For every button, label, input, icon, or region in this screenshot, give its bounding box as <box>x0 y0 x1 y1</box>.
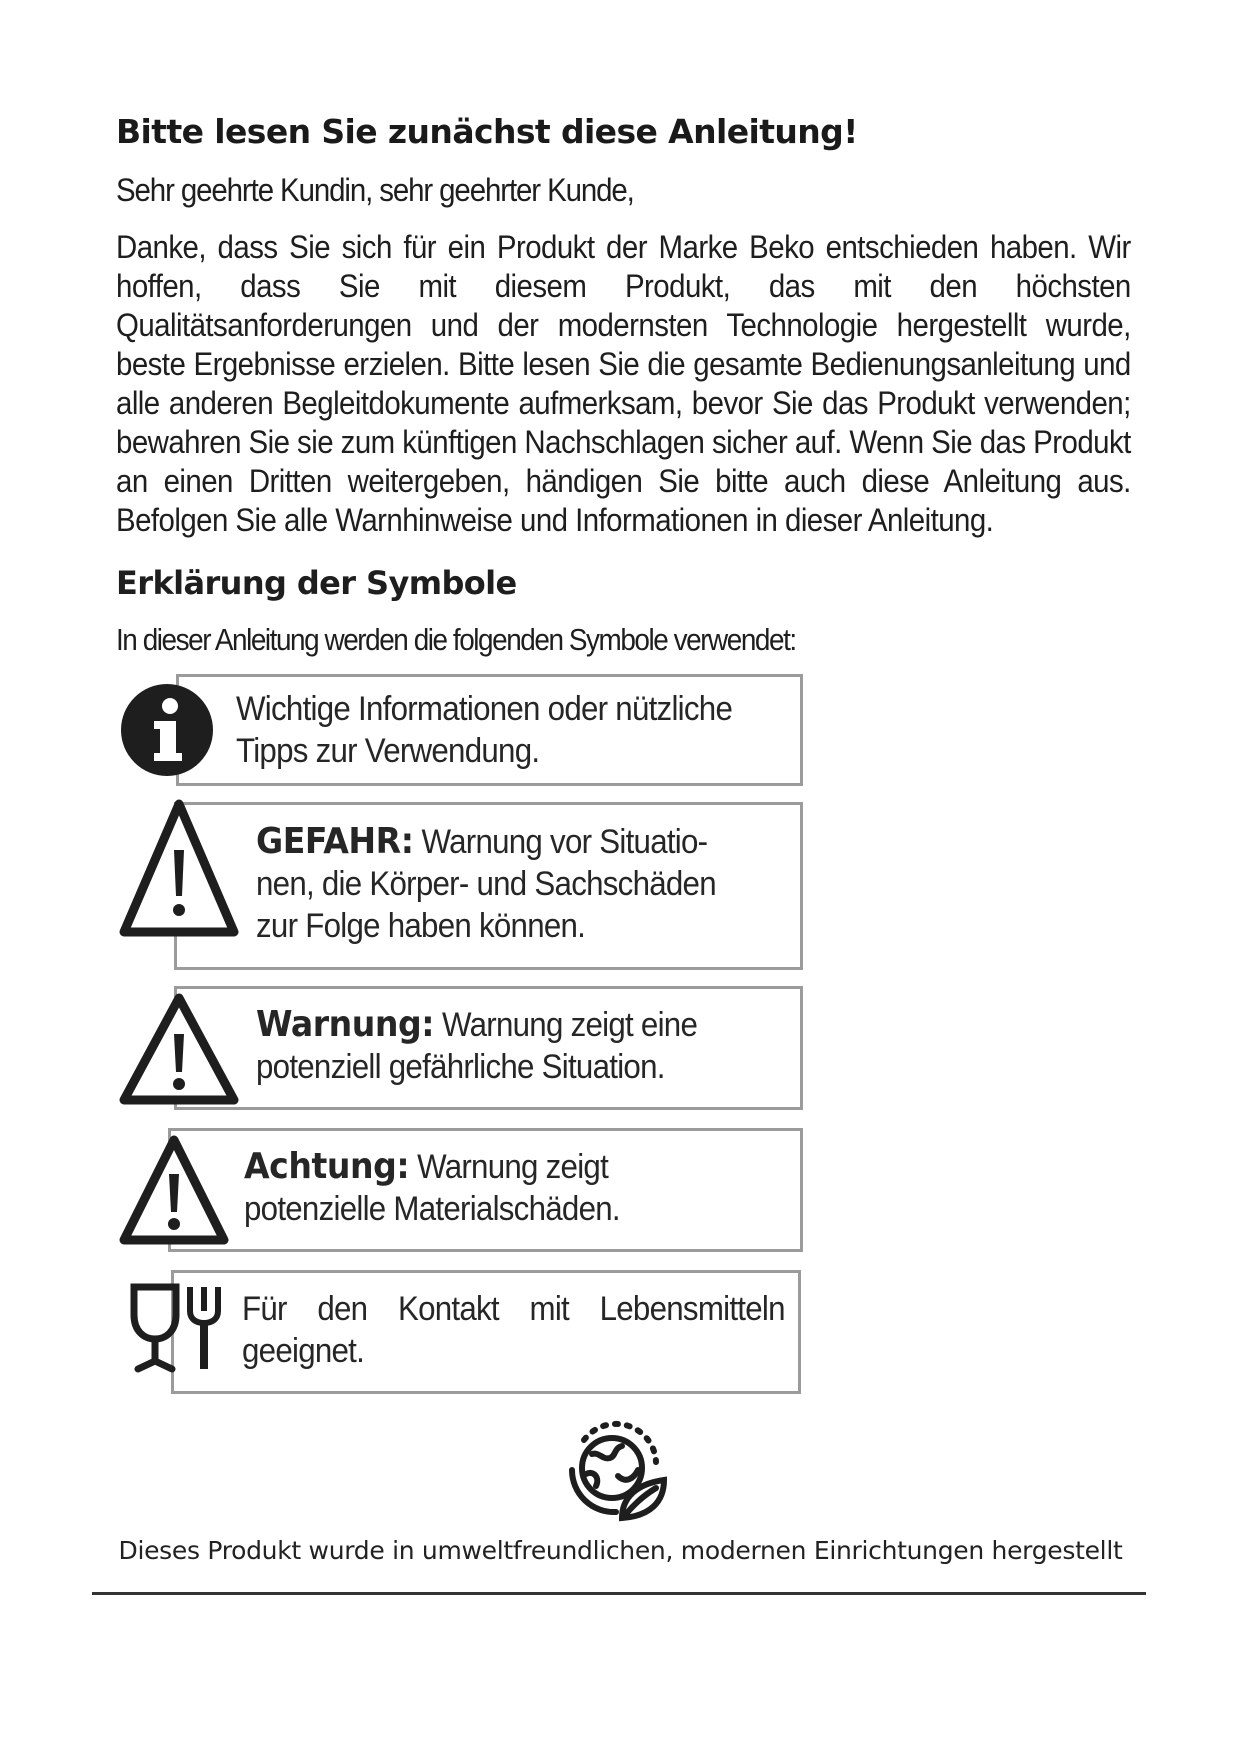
food-contact-text: Für den Kontakt mit Lebensmitteln geeignet. <box>242 1290 785 1370</box>
danger-description: Warnung vor Situationen, die Körper- und Sachschäden zur Folge haben können. <box>256 823 716 945</box>
info-icon <box>118 681 216 779</box>
footer-divider <box>92 1592 1146 1595</box>
page-title: Bitte lesen Sie zunächst diese Anleitung! <box>116 112 858 151</box>
warning-text <box>256 1004 734 1088</box>
greeting: Sehr geehrte Kundin, sehr geehrter Kunde, <box>116 172 634 208</box>
warning-triangle-icon <box>118 992 240 1106</box>
glass-fork-icon <box>128 1283 228 1373</box>
caution-text <box>244 1146 722 1230</box>
warning-triangle-icon <box>118 798 240 938</box>
info-text: Wichtige Informationen oder nützliche Tipps zur Verwendung. <box>236 690 733 770</box>
danger-label: GEFAHR: <box>256 821 414 862</box>
eco-caption: Dieses Produkt wurde in umweltfreundlichen, modernen Einrichtungen hergestellt <box>118 1536 1123 1565</box>
intro-paragraph: Danke, dass Sie sich für ein Produkt der Marke Beko entschieden haben. Wir hoffen, dass Sie mit diesem Produkt, das mit den höchsten Qualitätsanforderungen und der modernsten Technologie hergestellt wurde, beste Ergebnisse erzielen. Bitte lesen Sie die gesamte Bedienungsanleitung und alle anderen Begleitdokumente aufmerksam, bevor Sie das Produkt verwenden; bewahren Sie sie zum künftigen Nachschlagen sicher auf. Wenn Sie das Produkt an einen Dritten weitergeben, händigen Sie bitte auch diese Anleitung aus. Befolgen Sie alle Warnhinweise und Informationen in dieser Anleitung. <box>116 229 1131 538</box>
caution-description: Warnung zeigt potenzielle Materialschäden. <box>244 1148 620 1228</box>
danger-text <box>256 821 734 947</box>
symbols-heading: Erklärung der Symbole <box>116 564 517 602</box>
warning-description: Warnung zeigt eine potenziell gefährliche Situation. <box>256 1006 698 1086</box>
warning-label: Warnung: <box>256 1004 435 1045</box>
warning-triangle-icon <box>118 1134 230 1246</box>
caution-label: Achtung: <box>244 1146 410 1187</box>
symbols-intro: In dieser Anleitung werden die folgenden Symbole verwendet: <box>116 622 796 657</box>
earth-leaf-icon <box>556 1414 672 1526</box>
